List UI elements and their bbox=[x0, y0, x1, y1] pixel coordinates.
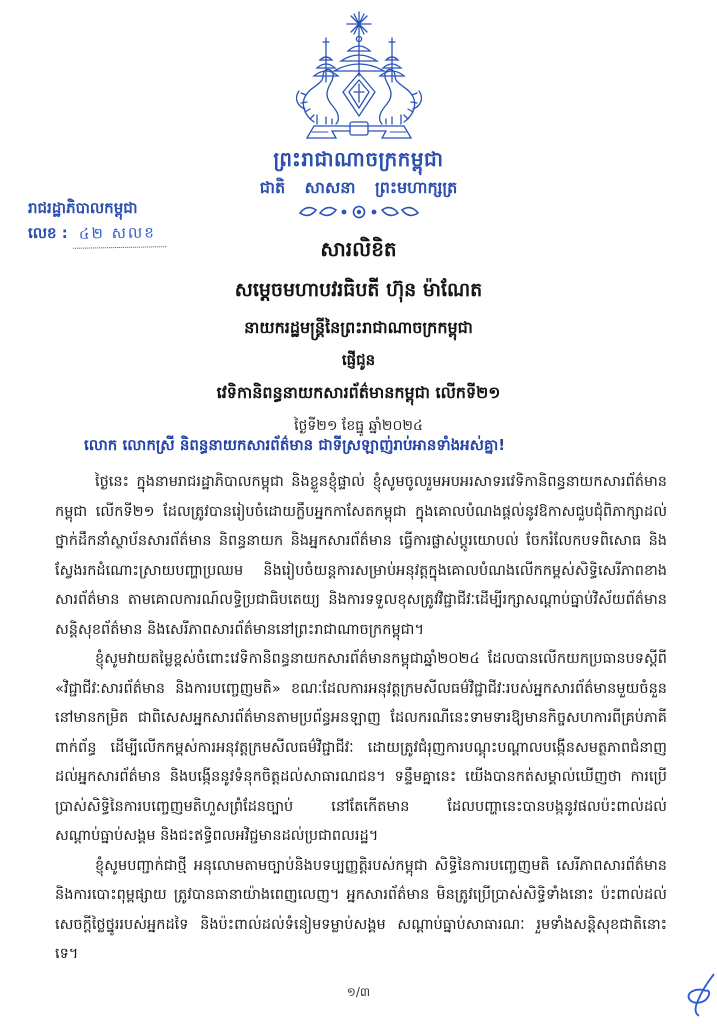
author-position: នាយករដ្ឋមន្ត្រីនៃព្រះរាជាណាចក្រកម្ពុជា bbox=[244, 318, 473, 337]
document-number-label: លេខ : bbox=[28, 224, 68, 242]
body-paragraph: ថ្ងៃនេះ ក្នុងនាមរាជរដ្ឋាភិបាលកម្ពុជា និងខ្លួនខ្ញុំផ្ទាល់ ខ្ញុំសូមចូលរួមអបអរសាទរវេទិកានិពន្ធនាយកសារព័ត៌មានកម្ពុជា លើកទី២១ ដែលត្រូវបានរៀបចំដោយក្លឹបអ្នកកាសែតកម្ពុជា ក្នុងគោលបំណងផ្តល់នូវឱកាសជួបជុំពិភាក្សាដល់ថ្នាក់ដឹកនាំស្ថាប័នសារព័ត៌មាន និពន្ធនាយក និងអ្នកសារព័ត៌មាន ធ្វើការផ្លាស់ប្តូរយោបល់ ចែករំលែកបទពិសោធ និងស្វែងរកដំណោះស្រាយបញ្ហាប្រឈម និងរៀបចំយន្តការសម្រាប់អនុវត្តក្នុងគោលបំណងលើកកម្ពស់សិទ្ធិសេរីភាពខាងសារព័ត៌មាន តាមគោលការណ៍លទ្ធិប្រជាធិបតេយ្យ និងការទទួលខុសត្រូវវិជ្ជាជីវៈដើម្បីរក្សាសណ្តាប់ធ្នាប់វិស័យព័ត៌មាន សន្តិសុខព័ត៌មាន និងសេរីភាពសារព័ត៌មាននៅព្រះរាជាណាចក្រកម្ពុជា។ bbox=[55, 474, 667, 638]
body-paragraph: ខ្ញុំសូមបញ្ជាក់ជាថ្មី អនុលោមតាមច្បាប់និងបទប្បញ្ញត្តិរបស់កម្ពុជា សិទ្ធិនៃការបញ្ចេញមតិ សេរីភាពសារព័ត៌មាននិងការបោះពុម្ពផ្សាយ ត្រូវបានធានាយ៉ាងពេញលេញ។ អ្នកសារព័ត៌មាន មិនត្រូវប្រើប្រាស់សិទ្ធិទាំងនោះ ប៉ះពាល់ដល់សេចក្តីថ្លៃថ្នូររបស់អ្នកដទៃ និងប៉ះពាល់ដល់ទំនៀមទម្លាប់សង្គម សណ្តាប់ធ្នាប់សាធារណៈ រួមទាំងសន្តិសុខជាតិនោះទេ។ bbox=[55, 857, 667, 962]
page-number: ១/៣ bbox=[346, 985, 371, 999]
send-to-label: ផ្ញើជូន bbox=[341, 351, 376, 369]
recipient-event: វេទិកានិពន្ធនាយកសារព័ត៌មានកម្ពុជា លើកទី២១ bbox=[216, 383, 501, 402]
kingdom-title: ព្រះរាជាណាចក្រកម្ពុជា bbox=[273, 147, 444, 171]
letter-date: ថ្ងៃទី២១ ខែធ្នូ ឆ្នាំ២០២៤ bbox=[294, 418, 423, 434]
salutation-line: លោក លោកស្រី និពន្ធនាយកសារព័ត៌មាន ជាទីស្រឡាញ់រាប់អានទាំងអស់គ្នា! bbox=[84, 436, 506, 454]
document-type-title: សារលិខិត bbox=[320, 237, 397, 261]
letter-body bbox=[55, 468, 667, 970]
national-motto: ជាតិ សាសនា ព្រះមហាក្សត្រ bbox=[259, 178, 458, 197]
body-paragraph: ខ្ញុំសូមវាយតម្លៃខ្ពស់ចំពោះវេទិកានិពន្ធនាយកសារព័ត៌មានកម្ពុជាឆ្នាំ២០២៤ ដែលបានលើកយកប្រធានបទស្តីពី «វិជ្ជាជីវៈសារព័ត៌មាន និងការបញ្ចេញមតិ» ខណៈដែលការអនុវត្តក្រមសីលធម៌វិជ្ជាជីវៈរបស់អ្នកសារព័ត៌មានមួយចំនួននៅមានកម្រិត ជាពិសេសអ្នកសារព័ត៌មានតាមប្រព័ន្ធអនឡាញ ដែលករណីនេះទាមទារឱ្យមានកិច្ចសហការពីគ្រប់ភាគីពាក់ព័ន្ធ ដើម្បីលើកកម្ពស់ការអនុវត្តក្រមសីលធម៌វិជ្ជាជីវៈ ដោយត្រូវជំរុញការបណ្តុះបណ្តាលបង្កើនសមត្ថភាពជំនាញដល់អ្នកសារព័ត៌មាន និងបង្កើននូវទំនុកចិត្តដល់សាធារណជន។ ទន្ទឹមគ្នានេះ យើងបានកត់សម្គាល់ឃើញថា ការប្រើប្រាស់សិទ្ធិនៃការបញ្ចេញមតិហួសព្រំដែនច្បាប់ នៅតែកើតមាន ដែលបញ្ហានេះបានបង្កនូវផលប៉ះពាល់ដល់សណ្តាប់ធ្នាប់សង្គម និងជះឥទ្ធិពលអវិជ្ជមានដល់ប្រជាពលរដ្ឋ។ bbox=[55, 651, 667, 844]
government-name: រាជរដ្ឋាភិបាលកម្ពុជា bbox=[28, 199, 138, 217]
letter-title-block bbox=[0, 236, 717, 437]
signature-initial-icon bbox=[683, 968, 717, 1024]
royal-arms-icon bbox=[0, 10, 717, 146]
author-name: សម្តេចមហាបវរធិបតី ហ៊ុន ម៉ាណែត bbox=[234, 279, 483, 301]
document-number-handwritten: ៤២ សលខ bbox=[73, 223, 166, 249]
